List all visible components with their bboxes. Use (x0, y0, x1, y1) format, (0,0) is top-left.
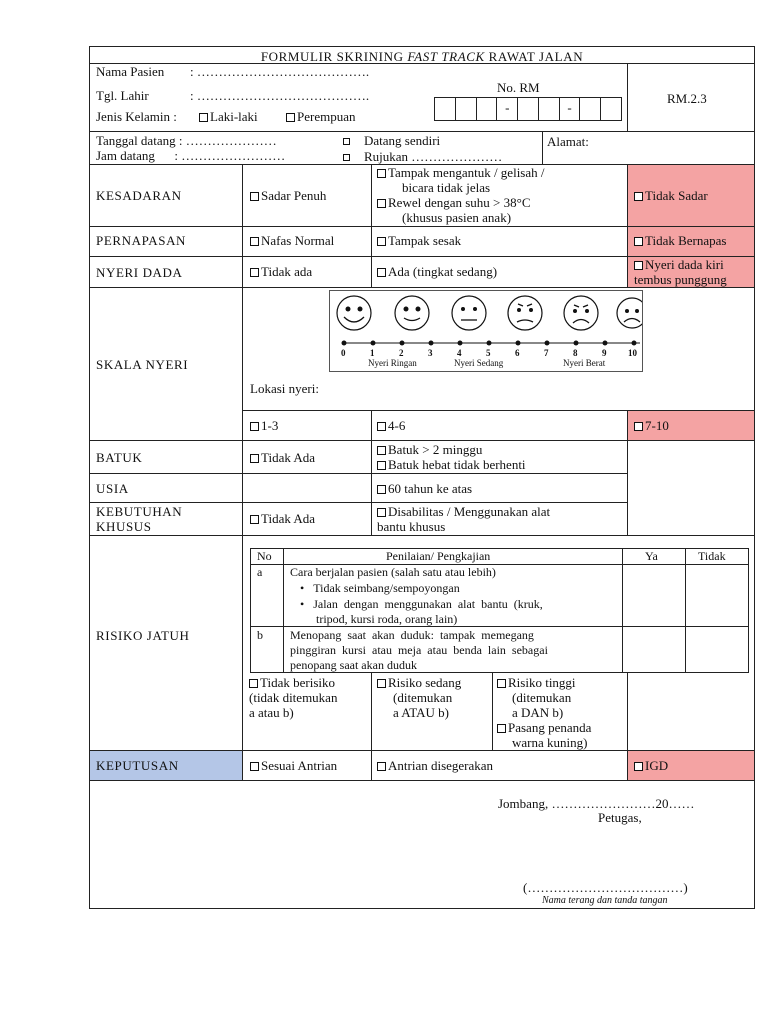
checkbox-icon (286, 113, 295, 122)
pain-tick-label: 7 (544, 348, 549, 358)
row-b-no: b (257, 628, 263, 642)
skala-1-3-checkbox[interactable]: 1-3 (250, 419, 278, 432)
rujukan-checkbox[interactable]: Rujukan ………………… (343, 150, 502, 163)
pain-tick-label: 1 (370, 348, 375, 358)
pain-tick-label: 6 (515, 348, 520, 358)
signature-field[interactable]: (………………………………) (523, 880, 688, 895)
alamat-field[interactable]: Alamat: (547, 134, 589, 149)
rewel-text: (khusus pasien anak) (402, 210, 512, 225)
tidak-berisiko-checkbox[interactable]: Tidak berisiko (249, 676, 335, 689)
row-b-line1: Menopang saat akan duduk: tampak memegang (290, 628, 534, 642)
nafas-normal-checkbox[interactable]: Nafas Normal (250, 234, 334, 247)
row-a-bullet2: • Jalan dengan menggunakan alat bantu (kruk, (300, 597, 543, 611)
pain-tick-label: 5 (486, 348, 491, 358)
nama-field[interactable]: : …………………………………. (190, 64, 370, 79)
batuk-tidak-ada-checkbox[interactable]: Tidak Ada (250, 451, 315, 464)
pain-tick-label: 4 (457, 348, 462, 358)
checkbox-icon (377, 199, 386, 208)
kesadaran-label: KESADARAN (96, 188, 182, 203)
tidak-berisiko-text1: (tidak ditemukan (249, 690, 338, 705)
usia-60-checkbox[interactable]: 60 tahun ke atas (377, 482, 472, 495)
checkbox-icon (377, 485, 386, 494)
pernapasan-label: PERNAPASAN (96, 233, 187, 248)
rewel-checkbox[interactable]: Rewel dengan suhu > 38°C (377, 196, 531, 209)
checkbox-icon (634, 192, 643, 201)
lahir-field[interactable]: : …………………………………. (190, 88, 370, 103)
tidak-ada-nyeri-checkbox[interactable]: Tidak ada (250, 265, 312, 278)
nyeri-kiri-checkbox[interactable]: Nyeri dada kiri (634, 258, 724, 271)
form-code: RM.2.3 (667, 91, 707, 106)
signature-caption: Nama terang dan tanda tangan (542, 895, 668, 906)
row-a-no: a (257, 565, 263, 579)
pasang-penanda-text: warna kuning) (512, 735, 588, 750)
skala-nyeri-label: SKALA NYERI (96, 357, 189, 372)
nama-label: Nama Pasien (96, 64, 165, 79)
kebutuhan-label: KEBUTUHAN (96, 504, 183, 519)
row-b-line2: pinggiran kursi atau meja atau benda lain sebagai (290, 643, 548, 657)
checkbox-icon (377, 508, 386, 517)
risiko-sedang-checkbox[interactable]: Risiko sedang (377, 676, 461, 689)
th-ya: Ya (645, 549, 658, 563)
risiko-sedang-text2: a ATAU b) (393, 705, 450, 720)
pasang-penanda-checkbox[interactable]: Pasang penanda (497, 721, 591, 734)
checkbox-icon (377, 446, 386, 455)
checkbox-icon (250, 192, 259, 201)
skala-4-6-checkbox[interactable]: 4-6 (377, 419, 405, 432)
checkbox-icon (497, 679, 506, 688)
pain-tick-label: 0 (341, 348, 346, 358)
pain-scale-image (329, 290, 643, 372)
khusus-label: KHUSUS (96, 519, 152, 534)
checkbox-icon (377, 762, 386, 771)
petugas-label: Petugas, (598, 810, 642, 825)
th-no: No (257, 549, 272, 563)
zone-berat: Nyeri Berat (563, 358, 606, 368)
lokasi-nyeri-field[interactable]: Lokasi nyeri: (250, 381, 319, 396)
disabilitas-text: bantu khusus (377, 519, 446, 534)
pain-tick-label: 9 (602, 348, 607, 358)
risiko-tinggi-text1: (ditemukan (512, 690, 572, 705)
checkbox-icon (249, 679, 258, 688)
risiko-jatuh-label: RISIKO JATUH (96, 628, 190, 643)
sadar-penuh-checkbox[interactable]: Sadar Penuh (250, 189, 326, 202)
checkbox-icon (377, 422, 386, 431)
pain-tick-label: 8 (573, 348, 578, 358)
kelamin-label: Jenis Kelamin : (96, 109, 177, 124)
checkbox-icon (250, 454, 259, 463)
checkbox-icon (497, 724, 506, 733)
tidak-bernapas-checkbox[interactable]: Tidak Bernapas (634, 234, 727, 247)
checkbox-icon (377, 268, 386, 277)
row-b-ya-cell[interactable] (623, 627, 685, 673)
no-rm-boxes[interactable]: - - (434, 97, 622, 121)
tanggal-field[interactable]: Tanggal datang : ………………… (96, 133, 277, 148)
lahir-label: Tgl. Lahir (96, 88, 149, 103)
checkbox-icon (377, 679, 386, 688)
ada-nyeri-checkbox[interactable]: Ada (tingkat sedang) (377, 265, 497, 278)
checkbox-icon (634, 261, 643, 270)
perempuan-checkbox[interactable]: Perempuan (286, 110, 355, 123)
antrian-disegerakan-checkbox[interactable]: Antrian disegerakan (377, 759, 493, 772)
checkbox-icon (377, 461, 386, 470)
mengantuk-text: bicara tidak jelas (402, 180, 491, 195)
batuk-hebat-checkbox[interactable]: Batuk hebat tidak berhenti (377, 458, 526, 471)
form-title: FORMULIR SKRINING FAST TRACK RAWAT JALAN (260, 49, 584, 64)
row-a-ya-cell[interactable] (623, 565, 685, 626)
checkbox-icon (250, 515, 259, 524)
checkbox-icon (634, 762, 643, 771)
pain-tick-label: 10 (628, 348, 637, 358)
place-date-field[interactable]: Jombang, ……………………20…… (498, 796, 695, 811)
row-a-text: Cara berjalan pasien (salah satu atau lebih) (290, 565, 496, 579)
th-tidak: Tidak (698, 549, 726, 563)
jam-field[interactable]: Jam datang : …………………… (96, 148, 286, 163)
checkbox-icon (250, 422, 259, 431)
checkbox-icon (343, 154, 350, 161)
row-a-bullet2-cont: tripod, kursi roda, orang lain) (316, 612, 458, 626)
th-penilaian: Penilaian/ Pengkajian (386, 549, 491, 563)
checkbox-icon (199, 113, 208, 122)
checkbox-icon (250, 237, 259, 246)
usia-label: USIA (96, 481, 129, 496)
tidak-sadar-checkbox[interactable]: Tidak Sadar (634, 189, 708, 202)
pain-tick-label: 2 (399, 348, 404, 358)
risiko-tinggi-text2: a DAN b) (512, 705, 564, 720)
risiko-sedang-text1: (ditemukan (393, 690, 453, 705)
nyeri-kiri-text: tembus punggung (634, 272, 727, 287)
mengantuk-checkbox[interactable]: Tampak mengantuk / gelisah / (377, 166, 545, 179)
checkbox-icon (250, 762, 259, 771)
tampak-sesak-checkbox[interactable]: Tampak sesak (377, 234, 461, 247)
checkbox-icon (634, 422, 643, 431)
no-rm-label: No. RM (497, 80, 540, 95)
igd-checkbox[interactable]: IGD (634, 759, 668, 772)
datang-sendiri-checkbox[interactable]: Datang sendiri (343, 134, 440, 147)
risiko-tinggi-checkbox[interactable]: Risiko tinggi (497, 676, 576, 689)
row-b-line3: penopang saat akan duduk (290, 658, 417, 672)
checkbox-icon (377, 237, 386, 246)
nyeri-dada-label: NYERI DADA (96, 265, 183, 280)
tidak-berisiko-text2: a atau b) (249, 705, 294, 720)
row-a-tidak-cell[interactable] (686, 565, 749, 626)
pain-tick-label: 3 (428, 348, 433, 358)
row-a-bullet1: • Tidak seimbang/sempoyongan (300, 581, 460, 595)
checkbox-icon (343, 138, 350, 145)
skala-7-10-checkbox[interactable]: 7-10 (634, 419, 669, 432)
checkbox-icon (377, 169, 386, 178)
kebutuhan-tidak-ada-checkbox[interactable]: Tidak Ada (250, 512, 315, 525)
disabilitas-checkbox[interactable]: Disabilitas / Menggunakan alat (377, 505, 550, 518)
checkbox-icon (634, 237, 643, 246)
laki-checkbox[interactable]: Laki-laki (199, 110, 258, 123)
row-b-tidak-cell[interactable] (686, 627, 749, 673)
keputusan-label: KEPUTUSAN (96, 758, 179, 773)
zone-sedang: Nyeri Sedang (454, 358, 504, 368)
batuk-label: BATUK (96, 450, 143, 465)
zone-ringan: Nyeri Ringan (368, 358, 417, 368)
sesuai-antrian-checkbox[interactable]: Sesuai Antrian (250, 759, 337, 772)
checkbox-icon (250, 268, 259, 277)
batuk-2-minggu-checkbox[interactable]: Batuk > 2 minggu (377, 443, 482, 456)
